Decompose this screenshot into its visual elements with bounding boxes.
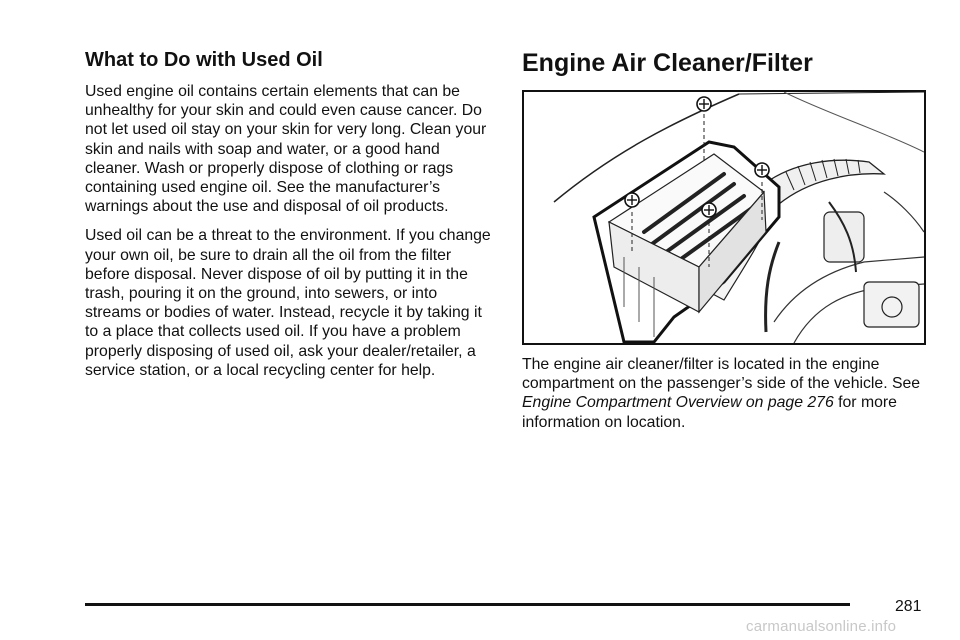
used-oil-paragraph-2: Used oil can be a threat to the environment. If you change your own oil, be sure to drain all the oil from the filter before disposal. Never dispose of oil by putting it in the trash, pouring it on the ground, into sewers, or into streams or bodies of water. Instead, recycle it by taking it to a place that collects used oil. If you have a problem properly disposing of used oil, ask your dealer/retailer, a service station, or a local recycling center for help. (85, 227, 491, 379)
watermark: carmanualsonline.info (746, 618, 897, 635)
air-cleaner-text-end: for more information on location. (522, 394, 897, 431)
used-oil-paragraph-1: Used engine oil contains certain elements that can be unhealthy for your skin and could even cause cancer. Do not let used oil stay on your skin for very long. Clean your skin and nails with soap and water, or a good hand cleaner. Wash or properly dispose of clothing or rags containing used engine oil. See the manufacturer’s warnings about the use and disposal of oil products. (85, 83, 487, 216)
page-number: 281 (895, 598, 922, 615)
air-cleaner-paragraph (522, 355, 942, 432)
air-cleaner-figure (522, 90, 926, 345)
right-column (522, 48, 942, 442)
air-cleaner-heading: Engine Air Cleaner/Filter (522, 49, 813, 77)
footer-rule (85, 603, 850, 606)
air-cleaner-text-start: The engine air cleaner/filter is located in the engine compartment on the passenger’s side of the vehicle. See (522, 356, 921, 393)
used-oil-heading: What to Do with Used Oil (85, 49, 323, 71)
engine-compartment-reference-link[interactable]: Engine Compartment Overview on page 276 (522, 394, 834, 412)
air-cleaner-illustration-icon (524, 92, 924, 343)
left-column (85, 48, 495, 390)
